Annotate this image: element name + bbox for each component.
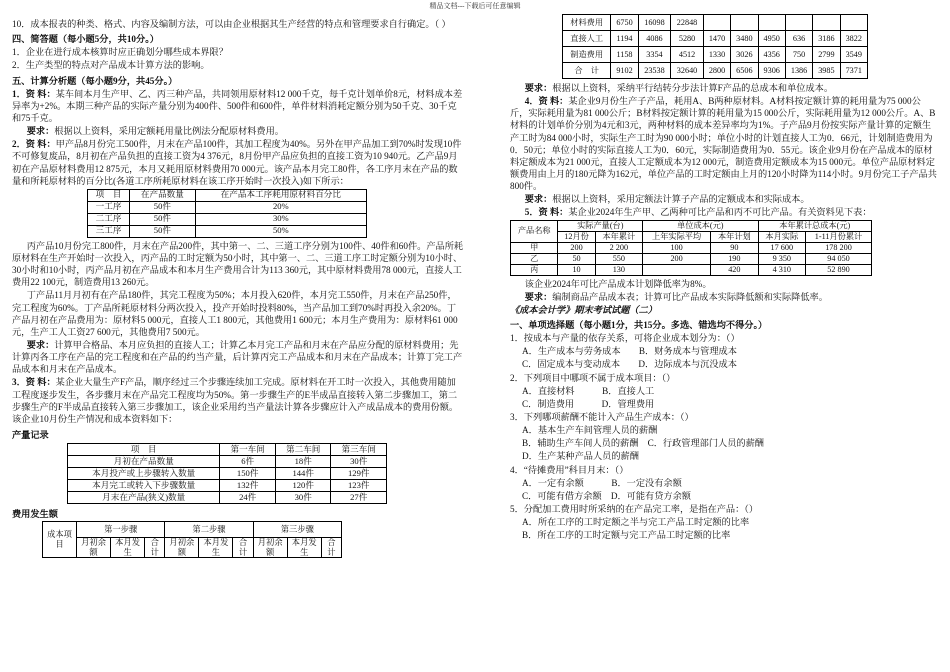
table-cell: 7371 <box>840 63 867 79</box>
table-cell: 190 <box>711 253 758 264</box>
table-row <box>68 468 387 480</box>
table-cell: 1386 <box>785 63 812 79</box>
table-header: 本月发生 <box>199 538 233 558</box>
product-cost-table <box>510 220 872 276</box>
table-cell: 制造费用 <box>563 47 611 63</box>
calc-q4-label: 4．资 料： <box>524 96 569 107</box>
table-cell: 50 <box>558 253 595 264</box>
table-cell <box>731 15 758 31</box>
calc-q1 <box>12 88 464 124</box>
calc-q2-requirement <box>12 339 464 375</box>
table-cell: 3186 <box>813 31 840 47</box>
table-cell: 50件 <box>130 213 196 225</box>
table-cell: 本月投产或上步骤转入数量 <box>68 468 220 480</box>
table-header: 实际产量(台) <box>558 220 643 231</box>
calc-q4-text: 某企业9月份生产子产品，耗用A、B两种原材料。A材料按定额计算的耗用量为75 000公斤，实际耗用量为81 000公斤；B材料按定额计算的耗用量为15 000公斤，实际耗用量为12 000公斤。A、B材料的计划单价分别为4元和3元，两种材料的成本差异率均为1%。子产品9月份按实际产量计算的定额生产工时为84 000小时，实际生产工时为90 000小时；单位小时的计划直接人工为0．66元，计划制造费用为0．50元；单位小时的实际直接人工为0．60元，实际制造费用为0．55元。该企业9月份在产品成本的原材料定额成本为21 000元，直接人工定额成本为12 000元，制造费用定额成本为15 000元。单位产品原材料定额费用由上月的180元降为162元，单位产品的工时定额由上月的120小时降为114小时。9月份完工子产品共800件。 <box>510 96 937 192</box>
calc-q5-label: 5．资 料： <box>524 207 569 218</box>
req-label: 要求： <box>26 339 55 350</box>
table-row <box>511 253 872 264</box>
table-header: 第一车间 <box>220 444 276 456</box>
mc-q4: 4．“待摊费用”科目月末：（） <box>510 464 629 475</box>
table-cell: 一工序 <box>88 201 130 213</box>
table-cell: 4086 <box>638 31 671 47</box>
table-cell: 4512 <box>671 47 704 63</box>
table-cell: 200 <box>558 242 595 253</box>
table-cell: 3354 <box>638 47 671 63</box>
table-cell: 5280 <box>671 31 704 47</box>
calc-q5 <box>510 206 938 218</box>
req-text: 根据以上资料，采用定额耗用量比例法分配原材料费用。 <box>54 126 284 137</box>
table-cell <box>643 264 711 275</box>
calc-q1-text: 某车间本月生产甲、乙、丙三种产品，共同领用原材料12 000千克，每千克计划单价8元，材料成本差异率为+2%。本期三种产品的实际产量分别为400件、500件和600件，单件材料消耗定额分别为50千克、30千克和75千克。 <box>12 88 463 123</box>
table-cell <box>785 15 812 31</box>
table-cell: 4950 <box>758 31 785 47</box>
mc-q4-options-a: A．一定有余额 B．一定没有余额 <box>522 477 682 488</box>
table-cell: 50件 <box>130 201 196 213</box>
table-cell: 20% <box>195 201 366 213</box>
mc-q3-options-bc: B．辅助生产车间人员的薪酬 C．行政管理部门人员的薪酬 <box>522 438 764 449</box>
mc-q2-options-c: C．制造费用 D．管理费用 <box>522 398 655 409</box>
req-text: 根据以上资料，采用定额法计算子产品的定额成本和实际成本。 <box>552 194 810 205</box>
table-header: 本年计划 <box>711 231 758 242</box>
table-cell: 1330 <box>703 47 730 63</box>
calc-q1-label: 1．资 料： <box>12 88 56 99</box>
table-cell: 144件 <box>275 468 331 480</box>
table-header: 本月实际 <box>758 231 805 242</box>
table-header: 1-11月份累计 <box>806 231 872 242</box>
right-column <box>510 14 938 542</box>
calc-q2-part-c: 丙产品10月份完工800件，月末在产品200件，其中第一、二、三道工序分别为100件、40件和60件。产品所耗原材料在生产开始时一次投入，丙产品的工时定额为50小时，其中第一、二、三道工序工时定额分别为10小时、30小时和10小时，丙产品月初在产品成本和本月生产费用合计为113 360元，其中原材料费用78 000元，直接人工费用22 100元，制造费用13 260元。 <box>12 240 464 288</box>
calc-q2-text: 甲产品8月份完工500件，月末在产品100件，其加工程度为40%。另外在甲产品加工到70%时发现10件不可修复废品，8月初在产品负担的直接工资为4 376元，8月份甲产品应负担的直接工资为10 940元。乙产品9月初在产品原材料费用12 875元，本月又耗用原材料费用70 000元。该产品本月完工80件，各工序月末在产品的数量和所耗原材料的百分比(各道工序所耗原材料在该工序开始时一次投入)如下所示： <box>12 139 462 186</box>
calc-q5-requirement <box>510 291 938 303</box>
req-text: 计算甲合格品、本月应负担的直接人工；计算乙本月完工产品和月末在产品应分配的原材料费用；先计算丙各工序在产品的完工程度和在产品的约当产量，后计算丙完工产品成本和月末在产品成本；计算丁完工产品成本和月末在产品成本。 <box>12 339 463 375</box>
table-cell: 甲 <box>511 242 558 253</box>
table-header: 第一步骤 <box>77 522 165 538</box>
table-cell: 636 <box>785 31 812 47</box>
table-cell <box>703 15 730 31</box>
table-header: 项 目 <box>68 444 220 456</box>
table-cell: 30件 <box>331 456 387 468</box>
section-single-choice: 一、单项选择题（每小题1分，共15分。多选、错选均不得分。） <box>510 319 768 330</box>
table-header: 月初余额 <box>77 538 111 558</box>
mc-q1: 1．按成本与产量的依存关系，可将企业成本划分为：（） <box>510 333 740 344</box>
table-cell: 月末在产品(狭义)数量 <box>68 492 220 504</box>
calc-q4-requirement <box>510 193 938 205</box>
table-row <box>511 242 872 253</box>
table-cell: 3985 <box>813 63 840 79</box>
table-cell: 乙 <box>511 253 558 264</box>
table-row <box>563 63 868 79</box>
table-cell: 24件 <box>220 492 276 504</box>
table-header: 单位成本(元) <box>643 220 758 231</box>
table-row <box>563 15 868 31</box>
req-label: 要求： <box>26 126 55 137</box>
table-header: 合计 <box>233 538 253 558</box>
table-cell: 4 310 <box>758 264 805 275</box>
production-record-title: 产量记录 <box>12 429 49 440</box>
table-header: 12月份 <box>558 231 595 242</box>
table-cell: 合 计 <box>563 63 611 79</box>
table-cell: 1194 <box>611 31 638 47</box>
table-cell <box>758 15 785 31</box>
table-cell: 750 <box>785 47 812 63</box>
table-cell: 30% <box>195 213 366 225</box>
judgement-q10: 10．成本报表的种类、格式、内容及编制方法，可以由企业根据其生产经营的特点和管理要求自行确定。（ ） <box>12 19 451 29</box>
table-cell: 50% <box>195 225 366 237</box>
table-cell: 材料费用 <box>563 15 611 31</box>
page-header: 精品文档---下载后可任意编辑 <box>429 2 521 10</box>
table-cell: 23538 <box>638 63 671 79</box>
table-header: 第二步骤 <box>165 522 253 538</box>
process-material-table <box>87 189 367 238</box>
table-header: 月初余额 <box>253 538 287 558</box>
table-cell: 3026 <box>731 47 758 63</box>
table-header: 本年累计总成本(元) <box>758 220 871 231</box>
calc-q1-requirement <box>12 125 464 137</box>
table-cell: 22848 <box>671 15 704 31</box>
table-row <box>88 225 367 237</box>
table-cell: 10 <box>558 264 595 275</box>
exam-title: 《成本会计学》期末考试试题（二） <box>510 304 657 315</box>
table-cell <box>813 15 840 31</box>
req-label: 要求： <box>524 83 553 93</box>
table-cell: 52 890 <box>806 264 872 275</box>
cost-incurred-table-body <box>562 14 868 79</box>
calc-q3 <box>12 376 464 425</box>
short-answer-q2: 2．生产类型的特点对产品成本计算方法的影响。 <box>12 60 210 71</box>
calc-q5-plan: 该企业2024年可比产品成本计划降低率为8%。 <box>524 278 712 289</box>
table-header: 成本项目 <box>43 522 77 558</box>
table-header: 本月发生 <box>111 538 145 558</box>
table-row <box>68 456 387 468</box>
calc-q3-requirement <box>510 82 938 94</box>
table-header: 月初余额 <box>165 538 199 558</box>
table-cell: 1470 <box>703 31 730 47</box>
table-header: 在产品本工序耗用原材料百分比 <box>195 189 366 201</box>
table-cell: 9 350 <box>758 253 805 264</box>
table-header: 在产品数量 <box>130 189 196 201</box>
mc-q3-option-d: D．生产某种产品人员的薪酬 <box>522 451 639 462</box>
mc-q2: 2．下列项目中哪项不属于成本项目：（） <box>510 372 676 383</box>
table-cell: 本月完工或转入下步骤数量 <box>68 480 220 492</box>
table-row <box>88 201 367 213</box>
table-row <box>68 480 387 492</box>
table-header: 第三车间 <box>331 444 387 456</box>
table-cell: 6750 <box>611 15 638 31</box>
table-cell: 50件 <box>130 225 196 237</box>
section-short-answer: 四、简答题（每小题5分，共10分。） <box>12 34 159 45</box>
production-record-table <box>67 443 387 504</box>
table-cell: 17 600 <box>758 242 805 253</box>
calc-q2 <box>12 138 464 187</box>
table-header: 本年累计 <box>595 231 642 242</box>
table-cell: 18件 <box>275 456 331 468</box>
table-cell: 丙 <box>511 264 558 275</box>
table-cell: 16098 <box>638 15 671 31</box>
table-row <box>563 47 868 63</box>
calc-q2-label: 2．资 料： <box>12 139 56 150</box>
table-cell: 二工序 <box>88 213 130 225</box>
table-cell: 直接人工 <box>563 31 611 47</box>
table-row <box>68 492 387 504</box>
table-cell: 132件 <box>220 480 276 492</box>
cost-incurred-table-header <box>42 521 342 558</box>
table-header: 合计 <box>145 538 165 558</box>
table-header: 第三步骤 <box>253 522 341 538</box>
calc-q2-part-d: 丁产品11月月初有在产品180件，其完工程度为50%；本月投入620件，本月完工550件，月末在产品250件，完工程度为60%。丁产品所耗原材料分两次投入，投产开始时投料80%，当产品加工到70%时再投入余20%。丁产品月初在产品费用为：原材料5 000元，直接人工1 800元，其他费用1 600元；本月生产费用为：原材料61 000元，生产工人工资27 600元，其他费用7 500元。 <box>12 290 458 337</box>
calc-q5-text: 某企业2024年生产甲、乙两种可比产品和丙不可比产品。有关资料见下表： <box>568 207 872 218</box>
table-cell: 550 <box>595 253 642 264</box>
table-row <box>88 213 367 225</box>
mc-q5-option-b: B．所在工序的工时定额与完工产品工时定额的比率 <box>522 530 731 541</box>
short-answer-q1: 1．企业在进行成本核算时应正确划分哪些成本界限？ <box>12 47 228 58</box>
req-label: 要求： <box>524 291 553 302</box>
table-cell: 2799 <box>813 47 840 63</box>
table-cell: 三工序 <box>88 225 130 237</box>
table-cell: 1158 <box>611 47 638 63</box>
calc-q3-label: 3．资 料： <box>12 377 56 388</box>
table-cell: 27件 <box>331 492 387 504</box>
req-text: 编制商品产品成本表；计算可比产品成本实际降低额和实际降低率。 <box>552 291 828 302</box>
req-label: 要求： <box>524 194 553 205</box>
table-cell: 120件 <box>275 480 331 492</box>
mc-q4-options-c: C．可能有借方余额 D．可能有贷方余额 <box>522 490 691 501</box>
table-header: 项 目 <box>88 189 130 201</box>
table-cell: 2800 <box>703 63 730 79</box>
table-cell <box>840 15 867 31</box>
table-cell: 3549 <box>840 47 867 63</box>
section-calculation: 五、计算分析题（每小题9分，共45分。） <box>12 75 178 86</box>
table-row <box>563 31 868 47</box>
table-cell: 4356 <box>758 47 785 63</box>
table-cell: 9102 <box>611 63 638 79</box>
mc-q3-option-a: A．基本生产车间管理人员的薪酬 <box>522 425 658 436</box>
mc-q2-options-a: A．直接材料 B．直接人工 <box>522 385 655 396</box>
table-row <box>511 264 872 275</box>
table-cell: 30件 <box>275 492 331 504</box>
table-cell: 90 <box>711 242 758 253</box>
table-header: 第二车间 <box>275 444 331 456</box>
table-cell: 129件 <box>331 468 387 480</box>
table-cell: 9306 <box>758 63 785 79</box>
table-cell: 2 200 <box>595 242 642 253</box>
table-header: 合计 <box>321 538 341 558</box>
mc-q5: 5．分配加工费用时所采纳的在产品完工率，是指在产品：（） <box>510 503 759 514</box>
table-header: 产品名称 <box>511 220 558 242</box>
table-cell: 月初在产品数量 <box>68 456 220 468</box>
cost-incurred-title: 费用发生额 <box>12 509 58 520</box>
table-cell: 94 050 <box>806 253 872 264</box>
table-header: 本月发生 <box>287 538 321 558</box>
req-text: 根据以上资料，采纳平行结转分步法计算F产品的总成本和单位成本。 <box>552 83 834 93</box>
table-cell: 32640 <box>671 63 704 79</box>
table-cell: 6506 <box>731 63 758 79</box>
calc-q4 <box>510 95 938 192</box>
table-cell: 3480 <box>731 31 758 47</box>
table-cell: 150件 <box>220 468 276 480</box>
table-cell: 130 <box>595 264 642 275</box>
table-cell: 420 <box>711 264 758 275</box>
table-cell: 100 <box>643 242 711 253</box>
mc-q3: 3．下列哪项薪酬不能计入产品生产成本：（） <box>510 411 694 422</box>
calc-q3-text: 某企业大量生产F产品，顺序经过三个步骤连续加工完成。原材料在开工时一次投入，其他费用随加工程度逐步发生，各步骤月末在产品完工程度均为50%。第一步骤生产的E半成品直接转入第二步骤加工，第二步骤生产的F半成品直接转入第三步骤加工，该企业采用约当产量法计算各步骤应计入产成品成本的费用份额。该企业10月份生产情况和成本资料如下： <box>12 377 459 424</box>
table-header: 上年实际平均 <box>643 231 711 242</box>
table-cell: 178 200 <box>806 242 872 253</box>
table-cell: 3822 <box>840 31 867 47</box>
table-cell: 200 <box>643 253 711 264</box>
table-cell: 6件 <box>220 456 276 468</box>
mc-q5-option-a: A．所在工序的工时定额之半与完工产品工时定额的比率 <box>522 517 750 528</box>
mc-q1-options-a: A．生产成本与劳务成本 B．财务成本与管理成本 <box>522 346 737 357</box>
table-cell: 123件 <box>331 480 387 492</box>
mc-q1-options-c: C．固定成本与变动成本 D．边际成本与沉没成本 <box>522 359 737 370</box>
left-column <box>12 18 464 558</box>
